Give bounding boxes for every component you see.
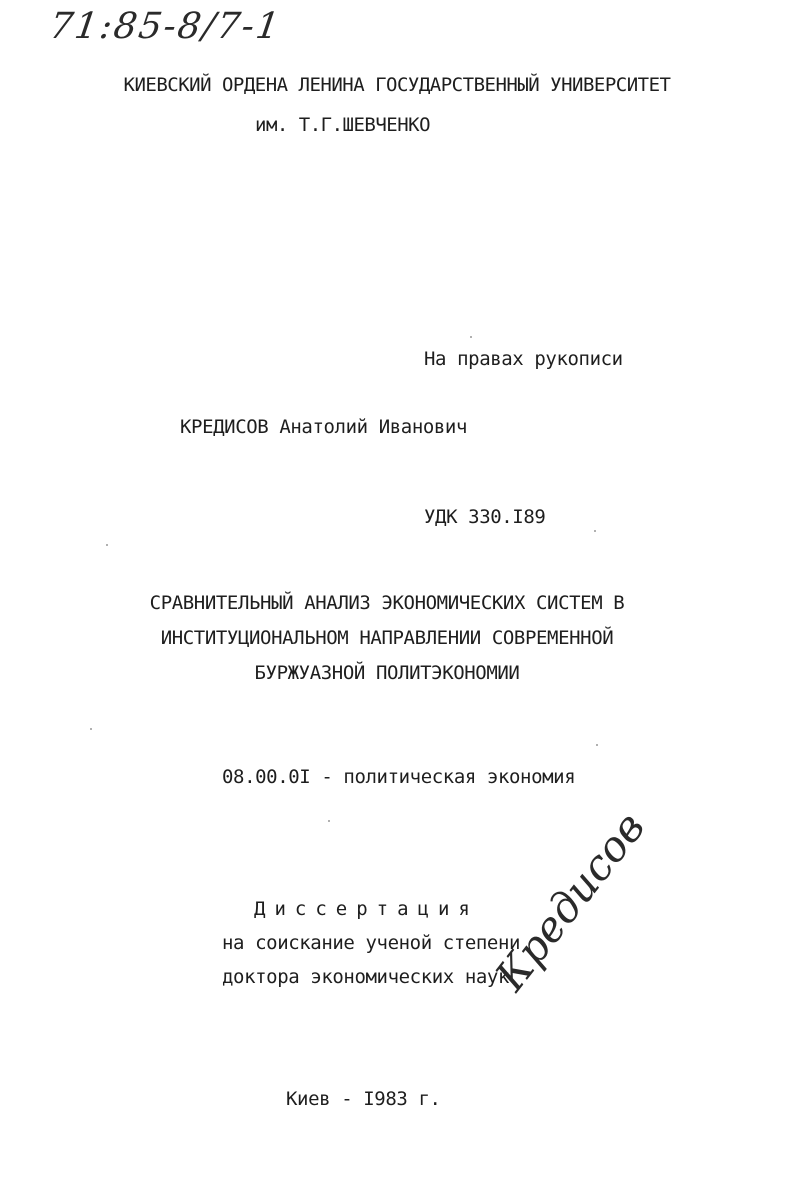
specialty-code: 08.00.0I - политическая экономия [222,766,576,788]
scan-speck [106,544,108,546]
thesis-type: Диссертация [254,898,479,920]
title-line-1: СРАВНИТЕЛЬНЫЙ АНАЛИЗ ЭКОНОМИЧЕСКИХ СИСТЕМ В [149,592,625,614]
title-line-3: БУРЖУАЗНОЙ ПОЛИТЭКОНОМИИ [254,662,520,684]
scan-speck [594,530,596,532]
institution-name-line2: им. Т.Г.ШЕВЧЕНКО [255,114,431,136]
scan-speck [596,744,598,746]
institution-name: КИЕВСКИЙ ОРДЕНА ЛЕНИНА ГОСУДАРСТВЕННЫЙ УНИВЕРСИТЕТ [123,74,671,96]
archive-number: 71:85-8/7-1 [47,6,284,47]
udc-code: УДК 330.I89 [424,506,546,528]
thesis-field-line: доктора экономических наук [222,966,510,988]
manuscript-note: На правах рукописи [424,348,623,370]
scan-speck [90,728,92,730]
scan-speck [328,820,330,822]
place-and-year: Киев - I983 г. [286,1088,441,1110]
author-name: КРЕДИСОВ Анатолий Иванович [180,416,468,438]
author-signature: Кредисов [485,803,655,1000]
thesis-degree-line: на соискание ученой степени [222,932,521,954]
scan-speck [470,336,472,338]
title-line-2: ИНСТИТУЦИОНАЛЬНОМ НАПРАВЛЕНИИ СОВРЕМЕННОЙ [160,627,614,649]
